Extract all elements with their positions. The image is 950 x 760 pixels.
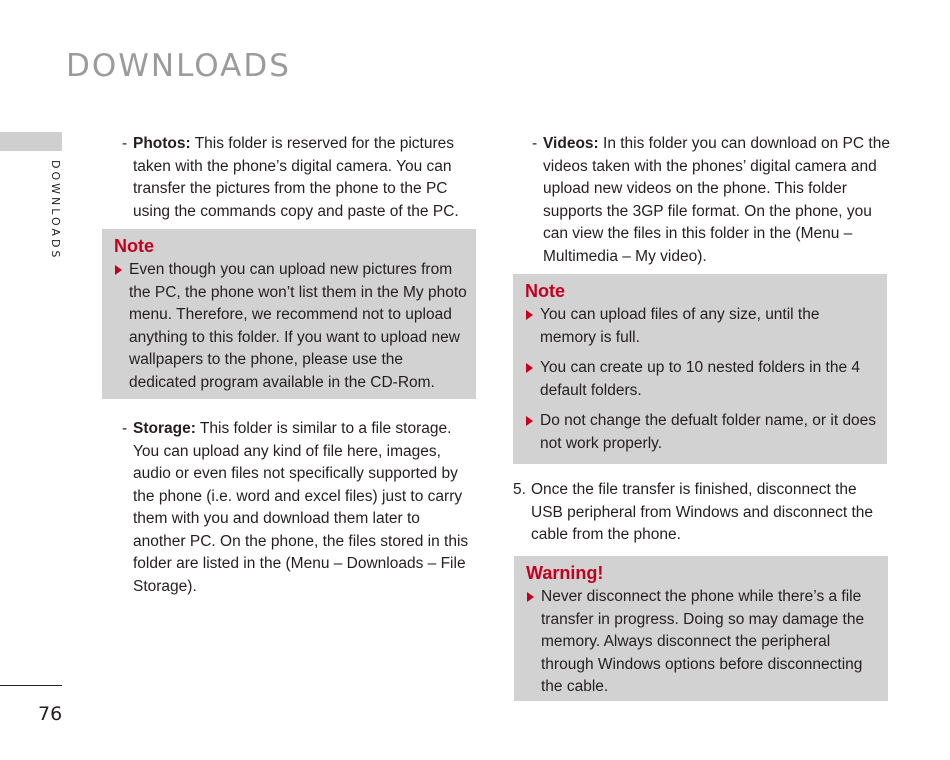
storage-paragraph bbox=[122, 418, 474, 598]
warning-item-text: Never disconnect the phone while there’s a file transfer in progress. Doing so may damage the memory. Always disconnect the peripheral through Windows options before disconnecting the cable. bbox=[541, 588, 865, 695]
step-text: Once the file transfer is finished, disconnect the USB peripheral from Windows and disconnect the cable from the phone. bbox=[531, 481, 874, 543]
note-item bbox=[114, 259, 468, 394]
photos-text: This folder is reserved for the pictures taken with the phone’s digital camera. You can transfer the pictures from the phone to the PC using the commands copy and paste of the PC. bbox=[133, 135, 459, 220]
note-box-right bbox=[513, 274, 887, 464]
side-section-label: DOWNLOADS bbox=[49, 160, 62, 261]
warning-title: Warning! bbox=[526, 563, 604, 583]
note-item-text: You can create up to 10 nested folders in the 4 default folders. bbox=[540, 359, 860, 399]
note-item bbox=[525, 304, 879, 349]
note-item-text: You can upload files of any size, until the memory is full. bbox=[540, 306, 820, 346]
warning-box bbox=[514, 556, 888, 701]
triangle-bullet-icon bbox=[526, 310, 533, 320]
videos-paragraph bbox=[532, 133, 892, 268]
storage-text: This folder is similar to a file storage. You can upload any kind of file here, images, audio or even files not specifically supported by the phone (i.e. word and excel files) just to carry them with you and download them later to another PC. On the phone, the files stored in this folder are listed in the (Menu – Downloads – File Storage). bbox=[133, 420, 469, 595]
triangle-bullet-icon bbox=[526, 416, 533, 426]
dash-bullet: - bbox=[122, 420, 128, 437]
dash-bullet: - bbox=[122, 135, 128, 152]
note-item bbox=[525, 357, 879, 402]
side-tab-marker bbox=[0, 132, 62, 151]
page-title: DOWNLOADS bbox=[66, 48, 291, 84]
triangle-bullet-icon bbox=[115, 265, 122, 275]
note-item-text: Even though you can upload new pictures from the PC, the phone won’t list them in the My photo menu. Therefore, we recommend not to upload anything to this folder. If you want to upload new wallpapers to the phone, please use the dedicated program available in the CD-Rom. bbox=[129, 261, 467, 391]
videos-text: In this folder you can download on PC the videos taken with the phones’ digital camera and upload new videos on the phone. This folder supports the 3GP file format. On the phone, you can view the files in this folder in the (Menu – Multimedia – My video). bbox=[543, 135, 890, 265]
videos-term: Videos: bbox=[543, 135, 599, 152]
note-item-text: Do not change the defualt folder name, or it does not work properly. bbox=[540, 412, 877, 452]
dash-bullet: - bbox=[532, 135, 538, 152]
step-number: 5. bbox=[513, 481, 526, 498]
note-title: Note bbox=[114, 236, 154, 256]
footer-divider bbox=[0, 685, 62, 686]
triangle-bullet-icon bbox=[526, 363, 533, 373]
note-title: Note bbox=[525, 281, 565, 301]
warning-item bbox=[526, 586, 880, 699]
storage-term: Storage: bbox=[133, 420, 196, 437]
page-number: 76 bbox=[38, 703, 63, 725]
triangle-bullet-icon bbox=[527, 592, 534, 602]
note-box-left bbox=[102, 229, 476, 399]
note-item bbox=[525, 410, 879, 455]
photos-paragraph bbox=[122, 133, 472, 223]
photos-term: Photos: bbox=[133, 135, 191, 152]
step-5-paragraph bbox=[513, 479, 883, 547]
